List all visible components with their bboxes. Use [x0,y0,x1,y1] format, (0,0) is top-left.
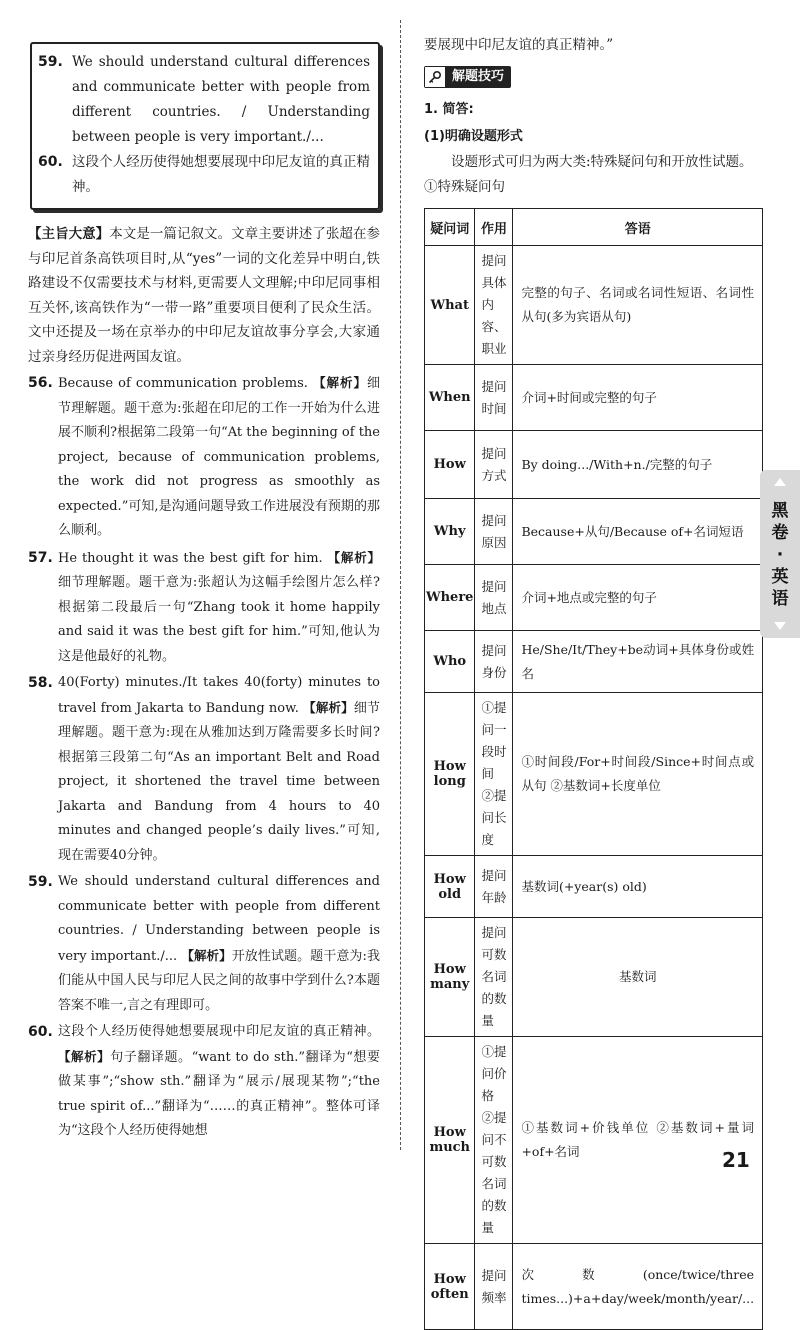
table-row [425,631,763,693]
triangle-up-icon [774,478,786,486]
question-word-cell: Who [425,631,475,693]
table-header-row [425,209,763,246]
function-cell: ①提问价格 ②提问不可数名词的数量 [475,1037,513,1244]
question-number: 60. [38,154,63,170]
reply-cell: 次数(once/twice/three times...)+a+day/week/month/year/... [513,1244,763,1330]
question-number: 58. [28,675,53,691]
main-idea-label: 【主旨大意】 [28,226,110,242]
side-tab-label: 黑 卷 · 英 语 [771,501,789,609]
answer-explanation [28,371,380,544]
question-number: 57. [28,549,53,566]
tip-header [424,66,511,88]
answer-explanation [28,671,380,868]
table-row [425,499,763,565]
question-number: 59. [38,54,63,70]
table-row [425,1244,763,1330]
tip-label: 解题技巧 [446,67,510,87]
question-number: 60. [28,1024,53,1040]
table-row [425,431,763,499]
question-word-cell: How old [425,856,475,918]
left-column [28,42,380,1144]
paragraph: 设题形式可归为两大类:特殊疑问句和开放性试题。 [451,154,753,170]
function-cell: 提问地点 [475,565,513,631]
question-word-cell: How much [425,1037,475,1244]
table-row [425,693,763,856]
question-word-cell: Where [425,565,475,631]
reply-cell: 基数词 [513,918,763,1037]
analysis-label: 【解析】 [181,947,232,963]
reply-cell: Because+从句/Because of+名词短语 [513,499,763,565]
reply-cell: By doing.../With+n./完整的句子 [513,431,763,499]
function-cell: 提问年龄 [475,856,513,918]
answer-text: We should understand cultural differences and communicate better with people from different countries. / Understanding between people is very important./... [72,54,370,145]
answer-explanation [28,870,380,1018]
analysis-text: 句子翻译题。“want to do sth.”翻译为“想要做某事”;“show sth.”翻译为“展示/展现某物”;“the true spirit of...”翻译为“……的真正精神”。整体可译为“这段个人经历使得她想 [58,1049,380,1138]
reply-cell: 完整的句子、名词或名词性短语、名词性从句(多为宾语从句) [513,246,763,365]
table-row [425,246,763,365]
analysis-label: 【解析】 [58,1048,111,1064]
question-word-cell: How many [425,918,475,1037]
list-label: ①特殊疑问句 [424,179,505,195]
analysis-text: 开放性试题。题干意为:我们能从中国人民与印尼人民之间的故事中学到什么?本题答案不唯一,言之有理即可。 [58,948,380,1013]
answer-box [30,42,380,210]
section-heading: 1. 简答: [424,102,474,117]
question-number: 56. [28,375,53,391]
header-cell: 答语 [513,209,763,246]
answer: 这段个人经历使得她想要展现中印尼友谊的真正精神。 [58,1024,380,1039]
answer-explanation [28,1020,380,1144]
analysis-text: 细节理解题。题干意为:张超认为这幅手绘图片怎么样?根据第二段最后一句“Zhang took it home happily and said it was the best gift for him.”可知,他认为这是他最好的礼物。 [58,575,380,664]
function-cell: 提问原因 [475,499,513,565]
key-icon [425,67,446,87]
question-word-table [424,208,763,1330]
question-word-cell: How long [425,693,475,856]
answer-text: 这段个人经历使得她想要展现中印尼友谊的真正精神。 [72,154,370,195]
main-idea [28,222,380,369]
table-row [425,918,763,1037]
analysis-text: 细节理解题。题干意为:张超在印尼的工作一开始为什么进展不顺利?根据第二段第一句“At the beginning of the project, because of communication problems, the work did not progress as smoothly as expected.”可知,是沟通问题导致工作进展没有预期的那么顺利。 [58,376,380,538]
page-number: 21 [722,1148,750,1172]
answer: He thought it was the best gift for him. [58,550,323,566]
analysis-label: 【解析】 [303,699,354,715]
reply-cell: ①时间段/For+时间段/Since+时间点或从句 ②基数词+长度单位 [513,693,763,856]
answer: 40(Forty) minutes./It takes 40(forty) minutes to travel from Jakarta to Bandung now. [58,675,380,716]
box-item [38,150,370,200]
header-cell: 疑问词 [425,209,475,246]
right-column [424,34,754,1330]
answer-explanation [28,546,380,670]
reply-cell: ①基数词+价钱单位 ②基数词+量词+of+名词 [513,1037,763,1244]
reply-cell: 介词+地点或完整的句子 [513,565,763,631]
function-cell: 提问具体内容、职业 [475,246,513,365]
question-word-cell: When [425,365,475,431]
answer: We should understand cultural differences and communicate better with people from different countries. / Understanding between people is very important./... [58,874,380,964]
header-cell: 作用 [475,209,513,246]
continued-text: 要展现中印尼友谊的真正精神。” [424,37,614,53]
question-word-cell: What [425,246,475,365]
function-cell: 提问频率 [475,1244,513,1330]
question-number: 59. [28,874,53,890]
table-row [425,1037,763,1244]
answer: Because of communication problems. [58,376,308,391]
question-word-cell: Why [425,499,475,565]
analysis-label: 【解析】 [327,549,380,565]
reply-cell: 介词+时间或完整的句子 [513,365,763,431]
question-word-cell: How often [425,1244,475,1330]
column-divider [400,20,401,1150]
reply-cell: He/She/It/They+be动词+具体身份或姓名 [513,631,763,693]
table-row [425,565,763,631]
analysis-label: 【解析】 [313,375,367,390]
box-item [38,50,370,150]
function-cell: 提问身份 [475,631,513,693]
table-row [425,365,763,431]
reply-cell: 基数词(+year(s) old) [513,856,763,918]
function-cell: 提问可数名词的数量 [475,918,513,1037]
function-cell: 提问方式 [475,431,513,499]
analysis-text: 细节理解题。题干意为:现在从雅加达到万隆需要多长时间?根据第三段第二句“As an important Belt and Road project, it shortened the travel time between Jakarta and Bandung from 4 hours to 40 minutes and changed people’s daily lives.”可知,现在需要40分钟。 [58,700,380,863]
question-word-cell: How [425,431,475,499]
function-cell: ①提问一段时间 ②提问长度 [475,693,513,856]
triangle-down-icon [774,622,786,630]
subsection-heading: (1)明确设题形式 [424,129,523,144]
function-cell: 提问时间 [475,365,513,431]
table-row [425,856,763,918]
main-idea-text: 本文是一篇记叙文。文章主要讲述了张超在参与印尼首条高铁项目时,从“yes”一词的文化差异中明白,铁路建设不仅需要技术与材料,更需要人文理解;中印尼同事相互关怀,该高铁作为“一带一路”重要项目便利了民众生活。文中还提及一场在京举办的中印尼友谊故事分享会,大家通过亲身经历促进两国友谊。 [28,226,381,365]
subject-side-tab [760,470,800,638]
